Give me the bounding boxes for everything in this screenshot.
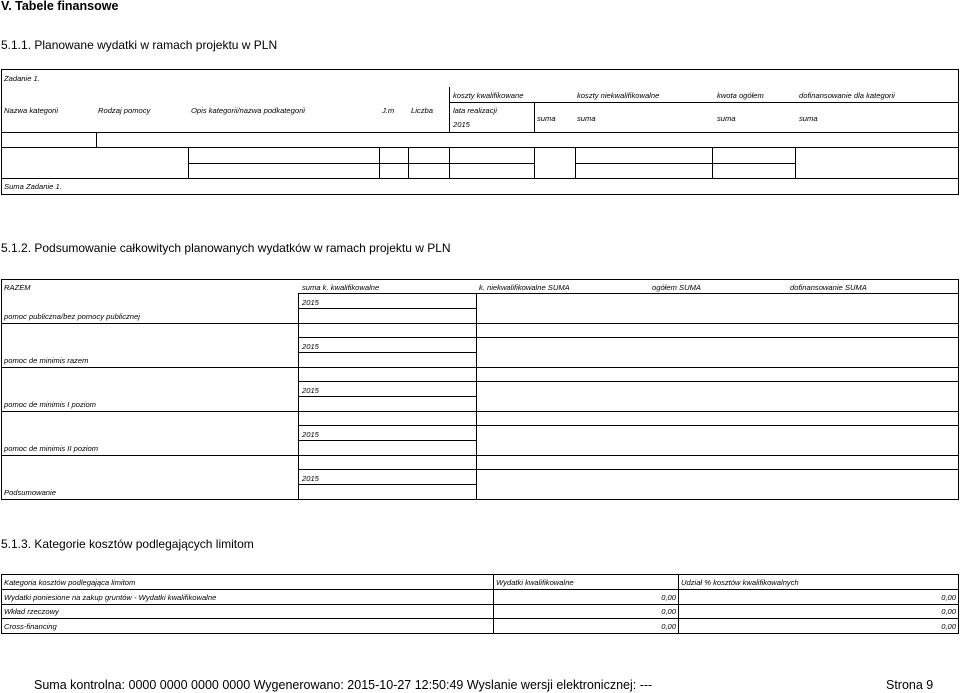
column-jm: J.m — [382, 106, 395, 115]
year-label: 2015 — [453, 120, 470, 129]
column-nazwa-kategorii: Nazwa kategorii — [4, 106, 59, 115]
header-dofinansowanie-suma: dofinansowanie SUMA — [790, 283, 867, 292]
row-year: 2015 — [302, 430, 319, 439]
row-value-wydatki: 0,00 — [661, 607, 676, 616]
header-kwota-ogolem: kwota ogółem — [717, 91, 764, 100]
header-koszty-niekwalifikowalne: koszty niekwalifikowalne — [577, 91, 660, 100]
table-1-title: 5.1.1. Planowane wydatki w ramach projektu w PLN — [1, 38, 278, 52]
row-label-de-minimis-i: pomoc de minimis I poziom — [4, 400, 97, 409]
header-koszty-kwalifikowane: koszty kwalifikowane — [453, 91, 524, 100]
column-liczba: Liczba — [411, 106, 433, 115]
row-value-udzial: 0,00 — [941, 593, 956, 602]
header-udzial-procentowy: Udział % kosztów kwalifikowalnych — [681, 578, 799, 587]
column-opis-kategorii: Opis kategorii/nazwa podkategorii — [191, 106, 305, 115]
header-kategoria-kosztow: Kategoria kosztów podlegająca limitom — [4, 578, 136, 587]
column-suma-ogolem: suma — [717, 114, 736, 123]
row-year: 2015 — [302, 342, 319, 351]
column-suma-kwalifikowane: suma — [537, 114, 556, 123]
row-label-pomoc-publiczna: pomoc publiczna/bez pomocy publicznej — [4, 312, 140, 321]
row-label-de-minimis-razem: pomoc de minimis razem — [4, 356, 89, 365]
table-2-title: 5.1.2. Podsumowanie całkowitych planowanych wydatków w ramach projektu w PLN — [1, 241, 451, 255]
row-label-wklad-rzeczowy: Wkład rzeczowy — [4, 607, 59, 616]
column-rodzaj-pomocy: Rodzaj pomocy — [98, 106, 151, 115]
row-label-podsumowanie: Podsumowanie — [4, 488, 56, 497]
column-suma-dofinansowanie: suma — [799, 114, 818, 123]
row-label-de-minimis-ii: pomoc de minimis II poziom — [4, 444, 99, 453]
row-label-cross-financing: Cross-financing — [4, 622, 57, 631]
header-razem: RAZEM — [4, 283, 31, 292]
column-suma-niekwalifikowalne: suma — [577, 114, 596, 123]
header-ogolem-suma: ogółem SUMA — [652, 283, 701, 292]
row-year: 2015 — [302, 474, 319, 483]
row-value-wydatki: 0,00 — [661, 622, 676, 631]
header-dofinansowanie: dofinansowanie dla kategorii — [799, 91, 895, 100]
header-wydatki-kwalifikowalne: Wydatki kwalifikowalne — [496, 578, 574, 587]
section-title: V. Tabele finansowe — [1, 0, 119, 13]
task-label: Zadanie 1. — [4, 74, 40, 83]
row-year: 2015 — [302, 386, 319, 395]
row-value-wydatki: 0,00 — [661, 593, 676, 602]
table-3-title: 5.1.3. Kategorie kosztów podlegających limitom — [1, 537, 254, 551]
header-niekwalifikowalne-suma: k. niekwalifikowalne SUMA — [479, 283, 570, 292]
footer-checksum: Suma kontrolna: 0000 0000 0000 0000 Wygenerowano: 2015-10-27 12:50:49 Wyslanie wersji elektronicznej: --- — [34, 678, 653, 692]
row-year: 2015 — [302, 298, 319, 307]
row-value-udzial: 0,00 — [941, 607, 956, 616]
page-number: Strona 9 — [886, 678, 934, 692]
row-value-udzial: 0,00 — [941, 622, 956, 631]
header-suma-kwalifikowalne: suma k. kwalifikowalne — [302, 283, 380, 292]
sum-row-label: Suma Zadanie 1. — [4, 182, 62, 191]
row-label-zakup-gruntow: Wydatki poniesione na zakup gruntów - Wydatki kwalifikowalne — [4, 593, 217, 602]
column-lata-realizacji: lata realizacji — [453, 106, 497, 115]
